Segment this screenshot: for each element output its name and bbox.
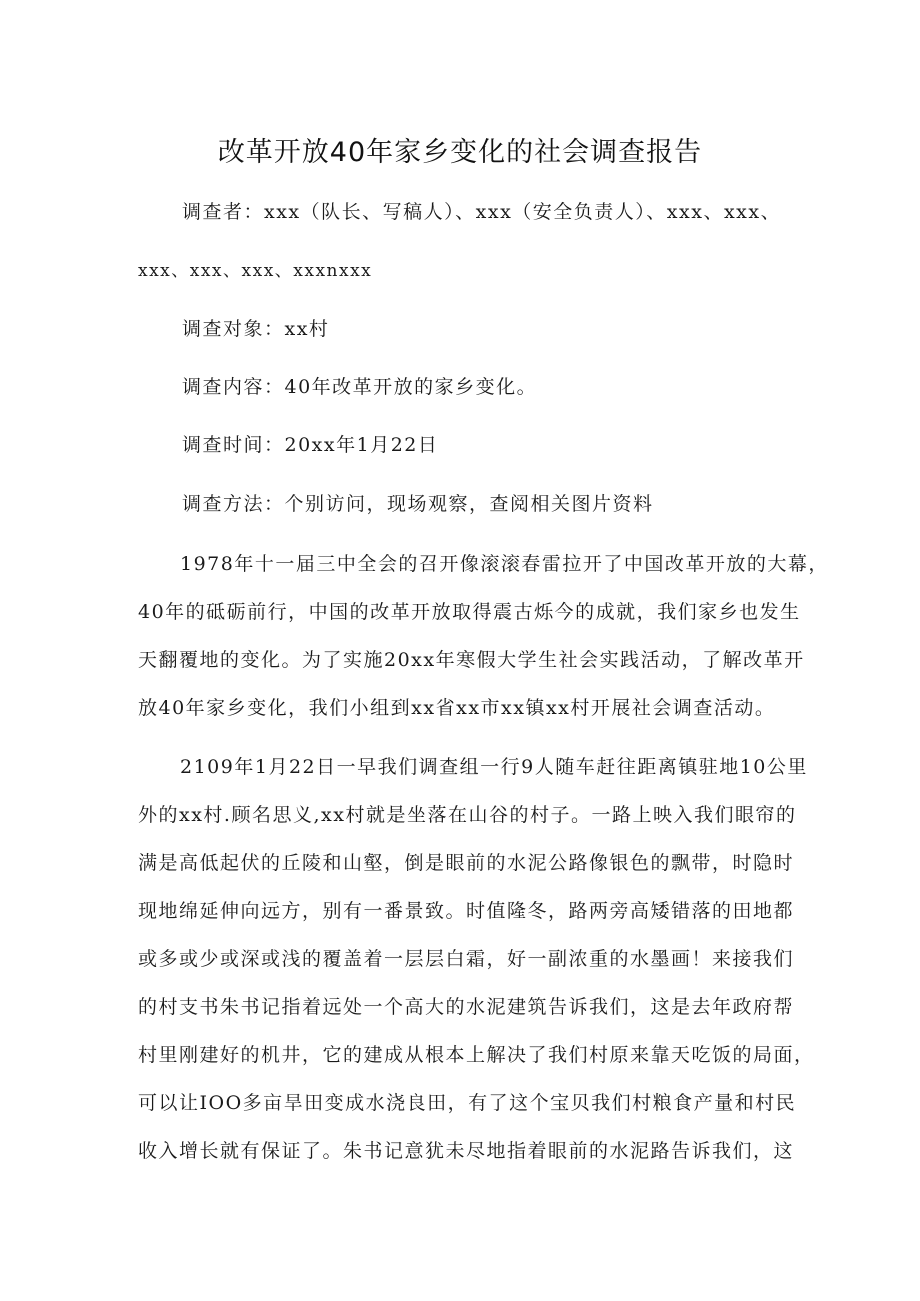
paragraph-2-line: 可以让IOO多亩旱田变成水浇良田，有了这个宝贝我们村粮食产量和村民 xyxy=(138,1092,797,1114)
paragraph-2-line: 外的xx村.顾名思义,xx村就是坐落在山谷的村子。一路上映入我们眼帘的 xyxy=(138,804,797,826)
survey-time: 调查时间：20xx年1月22日 xyxy=(182,434,439,456)
paragraph-2-line: 的村支书朱书记指着远处一个高大的水泥建筑告诉我们，这是去年政府帮 xyxy=(138,996,795,1018)
paragraph-1-line: 天翻覆地的变化。为了实施20xx年寒假大学生社会实践活动，了解改革开 xyxy=(138,649,805,671)
investigators-line-1: 调查者：xxx（队长、写稿人）、xxx（安全负责人）、xxx、xxx、 xyxy=(182,201,782,223)
paragraph-2-line: 2109年1月22日一早我们调查组一行9人随车赶往距离镇驻地10公里 xyxy=(180,756,808,778)
paragraph-2-line: 或多或少或深或浅的覆盖着一层层白霜，好一副浓重的水墨画！来接我们 xyxy=(138,948,795,970)
paragraph-2-line: 现地绵延伸向远方，别有一番景致。时值隆冬，路两旁高矮错落的田地都 xyxy=(138,900,795,922)
investigators-line-2: xxx、xxx、xxx、xxxnxxx xyxy=(138,261,373,281)
paragraph-1-line: 1978年十一届三中全会的召开像滚滚春雷拉开了中国改革开放的大幕， xyxy=(180,553,829,575)
paragraph-1-line: 放40年家乡变化，我们小组到xx省xx市xx镇xx村开展社会调查活动。 xyxy=(138,697,776,719)
survey-content: 调查内容：40年改革开放的家乡变化。 xyxy=(182,376,538,398)
paragraph-2-line: 收入增长就有保证了。朱书记意犹未尽地指着眼前的水泥路告诉我们，这 xyxy=(138,1140,795,1162)
report-title: 改革开放40年家乡变化的社会调查报告 xyxy=(217,137,703,168)
paragraph-1-line: 40年的砥砺前行，中国的改革开放取得震古烁今的成就，我们家乡也发生 xyxy=(138,601,801,623)
survey-method: 调查方法：个别访问，现场观察，查阅相关图片资料 xyxy=(182,493,654,515)
survey-subject: 调查对象：xx村 xyxy=(182,318,330,340)
paragraph-2-line: 满是高低起伏的丘陵和山壑，倒是眼前的水泥公路像银色的飘带，时隐时 xyxy=(138,852,795,874)
paragraph-2-line: 村里刚建好的机井，它的建成从根本上解决了我们村原来靠天吃饭的局面， xyxy=(138,1044,815,1066)
